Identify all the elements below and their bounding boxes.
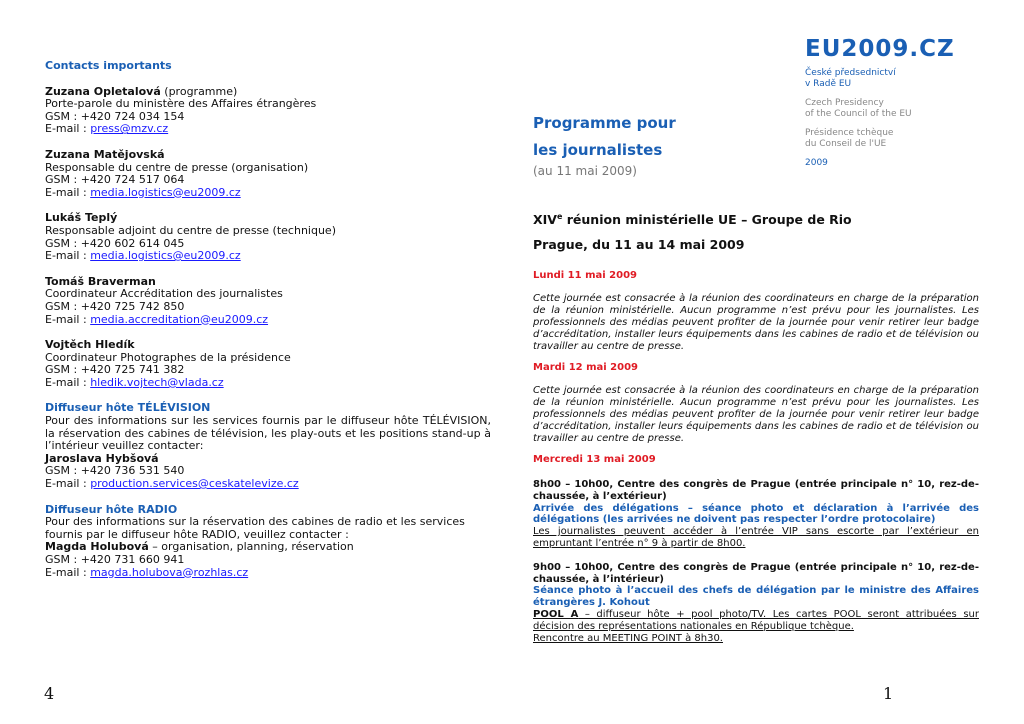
radio-text: Pour des informations sur la réservation des cabines de radio et les services fournis par le diffuseur hôte RADIO, veuillez contacter :	[45, 515, 465, 541]
logo-mark-text: EU2009.CZ	[805, 36, 955, 62]
contact-gsm: GSM : +420 725 741 382	[45, 363, 185, 377]
pool-label: POOL A	[533, 608, 579, 620]
contact-gsm: GSM : +420 731 660 941	[45, 553, 185, 566]
logo-line: České předsednictví	[805, 68, 896, 78]
contact-role: Responsable adjoint du centre de presse (technique)	[45, 223, 336, 237]
contact-block	[45, 212, 491, 262]
day-text: Cette journée est consacrée à la réunion des coordinateurs en charge de la préparation de la réunion ministérielle. Aucun programme n’est prévu pour les journalistes. Les professionnels des médias peuvent profiter de la journée pour venir retirer leur badge d’accréditation, installer leurs équipements dans les cabines de radio et de télévision ou travailler au centre de presse.	[533, 385, 979, 444]
day-heading: Lundi 11 mai 2009	[533, 270, 637, 281]
contact-role: Coordinateur Photographes de la présidence	[45, 350, 291, 364]
contact-name-suffix: – organisation, planning, réservation	[148, 540, 354, 554]
contact-gsm: GSM : +420 725 742 850	[45, 299, 185, 313]
slot-event: Séance photo à l’accueil des chefs de délégation par le ministre des Affaires étrangères J. Kohout	[533, 585, 979, 609]
contact-block	[45, 86, 491, 136]
email-link[interactable]: media.accreditation@eu2009.cz	[90, 312, 269, 326]
contact-gsm: GSM : +420 724 517 064	[45, 173, 185, 187]
page-number-right: 1	[883, 684, 894, 703]
contact-gsm: GSM : +420 602 614 045	[45, 236, 185, 250]
page-number-left: 4	[44, 684, 55, 703]
logo-line: v Radě EU	[805, 79, 852, 89]
programme-title: Programme pour	[533, 114, 676, 132]
email-label: E-mail :	[45, 477, 91, 491]
email-label: E-mail :	[45, 185, 91, 199]
slot-time: 9h00 – 10h00, Centre des congrès de Prague (entrée principale n° 10, rez-de-chaussée, à l’intérieur)	[533, 561, 979, 585]
meeting-title: XIV	[533, 212, 557, 228]
contact-name: Magda Holubová	[45, 540, 149, 554]
meeting-place: Prague, du 11 au 14 mai 2009	[533, 237, 745, 253]
slot-meeting-point: Rencontre au MEETING POINT à 8h30.	[533, 632, 723, 644]
email-link[interactable]: magda.holubova@rozhlas.cz	[90, 565, 249, 579]
slot-note: Les journalistes peuvent accéder à l’entrée VIP sans escorte par l’extérieur en empruntant l’entrée n° 9 à partir de 8h00.	[533, 526, 979, 549]
slot-note: – diffuseur hôte + pool photo/TV. Les cartes POOL seront attribuées sur décision des représentations nationales en République tchèque.	[533, 608, 979, 632]
email-link[interactable]: press@mzv.cz	[90, 122, 169, 136]
programme-body	[533, 270, 979, 644]
contact-block	[45, 339, 491, 389]
contact-role: Responsable du centre de presse (organisation)	[45, 160, 309, 174]
radio-broadcaster-block	[45, 504, 491, 580]
contact-name: Zuzana Opletalová	[45, 84, 161, 98]
contact-role: Coordinateur Accréditation des journalistes	[45, 287, 283, 301]
logo-line: Présidence tchèque	[805, 128, 894, 138]
contacts-heading: Contacts importants	[45, 59, 172, 72]
contact-name: Zuzana Matějovská	[45, 147, 165, 161]
contact-block	[45, 149, 491, 199]
contact-block	[45, 276, 491, 326]
slot-event: Arrivée des délégations – séance photo et déclaration à l’arrivée des délégations (les arrivées ne doivent pas respecter l’ordre protocolaire)	[533, 502, 979, 526]
day-heading: Mardi 12 mai 2009	[533, 362, 639, 373]
meeting-sup: e	[556, 212, 563, 221]
logo-mark	[805, 36, 985, 62]
email-label: E-mail :	[45, 249, 91, 263]
schedule-slot	[533, 562, 979, 645]
contact-name: Lukáš Teplý	[45, 211, 118, 225]
email-label: E-mail :	[45, 375, 91, 389]
contact-gsm: GSM : +420 736 531 540	[45, 464, 185, 478]
contact-name: Vojtěch Hledík	[45, 338, 135, 352]
programme-date: (au 11 mai 2009)	[533, 164, 637, 178]
email-link[interactable]: hledik.vojtech@vlada.cz	[90, 375, 224, 389]
schedule-slot	[533, 479, 979, 550]
contact-gsm: GSM : +420 724 034 154	[45, 109, 185, 123]
meeting-title-rest: réunion ministérielle UE – Groupe de Rio	[562, 212, 852, 228]
email-link[interactable]: production.services@ceskatelevize.cz	[90, 477, 299, 491]
slot-time: 8h00 – 10h00, Centre des congrès de Prague (entrée principale n° 10, rez-de-chaussée, à l’extérieur)	[533, 479, 979, 502]
logo-line: du Conseil de l'UE	[805, 139, 887, 149]
day-heading: Mercredi 13 mai 2009	[533, 454, 656, 465]
email-label: E-mail :	[45, 312, 91, 326]
tv-heading: Diffuseur hôte TÉLÉVISION	[45, 401, 211, 415]
left-page	[45, 60, 491, 592]
contact-name-suffix: (programme)	[160, 84, 238, 98]
day-text: Cette journée est consacrée à la réunion des coordinateurs en charge de la préparation de la réunion ministérielle. Aucun programme n’est prévu pour les journalistes. Les professionnels des médias peuvent profiter de la journée pour venir retirer leur badge d’accréditation, installer leurs équipements dans les cabines de radio et de télévision ou travailler au centre de presse.	[533, 293, 979, 352]
programme-title: les journalistes	[533, 141, 663, 159]
tv-broadcaster-block	[45, 402, 491, 490]
programme-title-block	[533, 110, 979, 178]
email-label: E-mail :	[45, 122, 91, 136]
contact-name: Jaroslava Hybšová	[45, 451, 159, 465]
email-link[interactable]: media.logistics@eu2009.cz	[90, 249, 241, 263]
radio-heading: Diffuseur hôte RADIO	[45, 502, 178, 516]
email-link[interactable]: media.logistics@eu2009.cz	[90, 185, 241, 199]
contact-name: Tomáš Braverman	[45, 274, 156, 288]
email-label: E-mail :	[45, 565, 91, 579]
logo-year: 2009	[805, 158, 828, 168]
meeting-heading	[533, 206, 979, 256]
tv-text: Pour des informations sur les services fournis par le diffuseur hôte TÉLÉVISION, la réservation des cabines de télévision, les play-outs et les positions stand-up à l’intérieur veuillez contacter:	[45, 414, 491, 453]
logo-line: of the Council of the EU	[805, 109, 912, 119]
logo-line: Czech Presidency	[805, 98, 884, 108]
contact-role: Porte-parole du ministère des Affaires étrangères	[45, 97, 317, 111]
